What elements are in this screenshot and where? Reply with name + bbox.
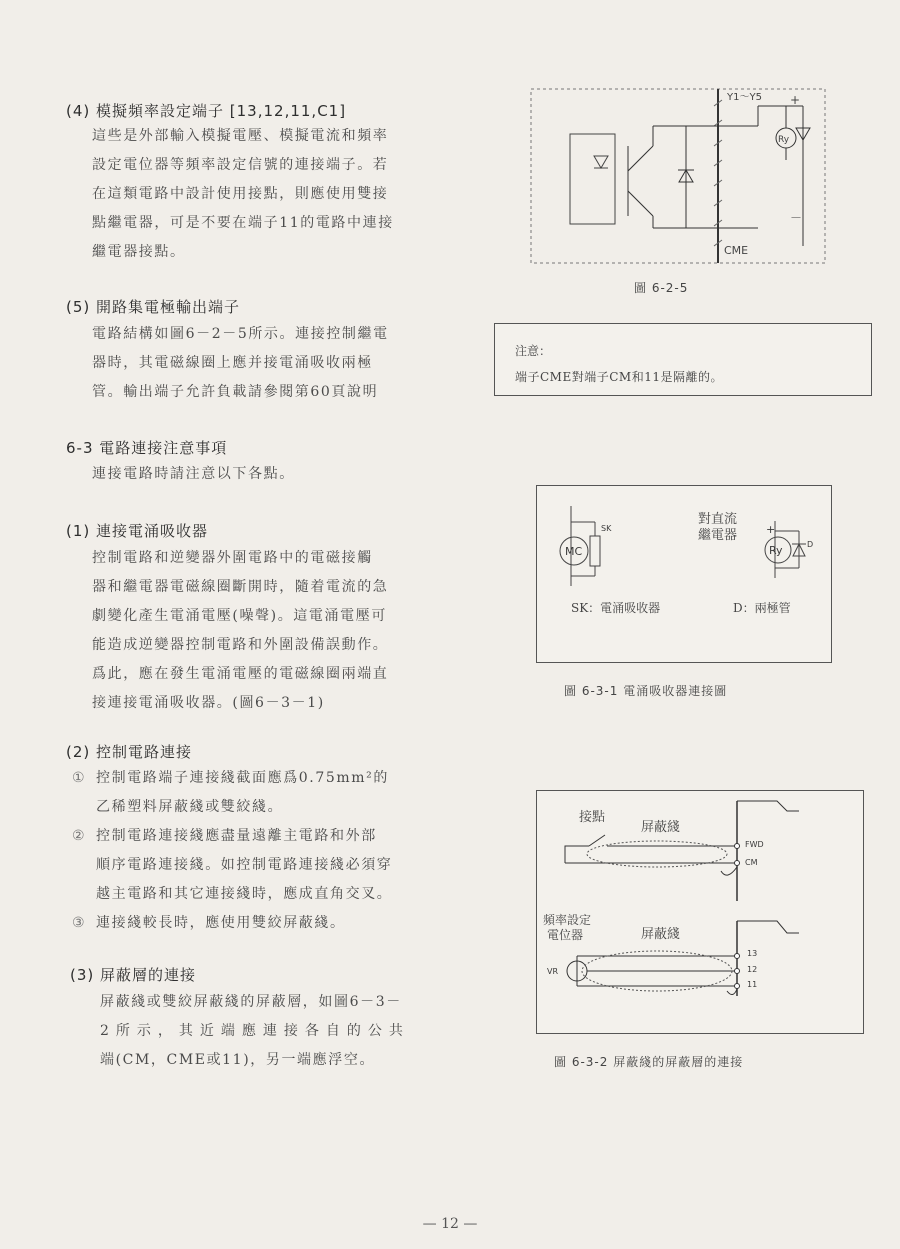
text-line: 接連接電涌吸收器。(圖6－3－1) <box>92 695 325 711</box>
note-text: 端子CME對端子CM和11是隔離的。 <box>515 370 723 384</box>
section-1-heading: (1) 連接電涌吸收器 <box>66 522 209 540</box>
section-3-heading: (3) 屏蔽層的連接 <box>70 966 197 984</box>
page-number: — 12 — <box>422 1216 478 1232</box>
note-title: 注意： <box>515 344 552 358</box>
text-line: 2所示，其近端應連接各自的公共 <box>100 1023 410 1039</box>
text-line: 越主電路和其它連接綫時，應成直角交叉。 <box>96 886 393 902</box>
text-line: 這些是外部輸入模擬電壓、模擬電流和頻率 <box>92 128 389 144</box>
text-line: 控制電路連接綫應盡量遠離主電路和外部 <box>96 828 377 844</box>
sk-label: SK <box>601 524 612 533</box>
text-line: 繼電器接點。 <box>92 244 186 260</box>
item-number: ③ <box>72 915 87 931</box>
section-4-heading: (4) 模擬頻率設定端子 [13,12,11,C1] <box>66 102 347 120</box>
text-line: 對直流 <box>698 512 738 527</box>
item-number: ① <box>72 770 87 786</box>
text-line: 劇變化產生電涌電壓(噪聲)。這電涌電壓可 <box>92 608 387 624</box>
surge-absorber-diagram <box>537 486 831 662</box>
freq-pot-label <box>543 913 591 943</box>
shield-wire-label-2: 屏蔽綫 <box>641 927 681 942</box>
cm-terminal-label: CM <box>745 858 758 867</box>
d-label: D <box>807 540 814 549</box>
dc-relay-label <box>698 512 737 544</box>
text-line: 在這類電路中設計使用接點，則應使用雙接 <box>92 186 389 202</box>
section-2-heading: (2) 控制電路連接 <box>66 743 193 761</box>
text-line: 器時，其電磁線圈上應并接電涌吸收兩極 <box>92 355 373 371</box>
section-3-body <box>100 988 460 1075</box>
text-line: 控制電路端子連接綫截面應爲0.75mm²的 <box>96 770 389 786</box>
legend-d: D：兩極管 <box>733 601 791 615</box>
terminal-cme-label: CME <box>724 244 749 257</box>
text-line: 乙稀塑料屏蔽綫或雙絞綫。 <box>96 799 284 815</box>
list-item <box>72 909 457 938</box>
section-2-list <box>72 764 457 938</box>
text-line: 端(CM，CME或11)，另一端應浮空。 <box>100 1052 376 1068</box>
list-item <box>72 764 457 822</box>
minus-sign: － <box>790 211 803 225</box>
plus-sign: + <box>790 93 801 107</box>
list-item <box>72 822 457 909</box>
text-line: 繼電器 <box>698 528 738 543</box>
figure-6-2-5-diagram <box>528 86 828 266</box>
text-line: 順序電路連接綫。如控制電路連接綫必須穿 <box>96 857 393 873</box>
text-line: 電路結構如圖6－2－5所示。連接控制繼電 <box>92 326 389 342</box>
figure-6-3-1-box <box>536 485 832 663</box>
section-6-3-heading: 6-3 電路連接注意事項 <box>66 439 228 457</box>
terminal-11-label: 11 <box>747 980 758 989</box>
section-6-3-intro: 連接電路時請注意以下各點。 <box>92 466 295 482</box>
terminal-12-label: 12 <box>747 965 758 974</box>
plus-sign: + <box>766 523 776 536</box>
contact-label: 接點 <box>579 810 606 825</box>
fwd-terminal-label: FWD <box>745 840 764 849</box>
figure-6-3-1-caption: 圖 6-3-1 電涌吸收器連接圖 <box>564 684 728 698</box>
figure-6-3-2-box <box>536 790 864 1034</box>
shield-connection-diagram <box>537 791 863 1033</box>
text-line: 連接綫較長時，應使用雙絞屏蔽綫。 <box>96 915 346 931</box>
item-number: ② <box>72 828 87 844</box>
text-line: 管。輸出端子允許負載請參閱第60頁說明 <box>92 384 379 400</box>
section-4-body <box>92 122 452 267</box>
terminal-13-label: 13 <box>747 949 758 958</box>
text-line: 器和繼電器電磁線圈斷開時，隨着電流的急 <box>92 579 389 595</box>
section-5-body <box>92 320 452 407</box>
text-line: 控制電路和逆變器外圍電路中的電磁接觸 <box>92 550 373 566</box>
legend-sk: SK：電涌吸收器 <box>571 601 661 615</box>
figure-6-3-2-caption: 圖 6-3-2 屏蔽綫的屏蔽層的連接 <box>554 1055 744 1069</box>
text-line: 屏蔽綫或雙絞屏蔽綫的屏蔽層，如圖6－3－ <box>100 994 402 1010</box>
text-line: 頻率設定 <box>543 913 592 927</box>
text-line: 設定電位器等頻率設定信號的連接端子。若 <box>92 157 389 173</box>
text-line: 電位器 <box>547 928 584 942</box>
section-1-body <box>92 544 457 718</box>
shield-wire-label: 屏蔽綫 <box>641 820 681 835</box>
ry-label: Ry <box>769 544 783 557</box>
text-line: 點繼電器，可是不要在端子11的電路中連接 <box>92 215 394 231</box>
figure-6-2-5-caption: 圖 6-2-5 <box>634 281 689 295</box>
text-line: 能造成逆變器控制電路和外圍設備誤動作。 <box>92 637 389 653</box>
vr-label: VR <box>547 967 559 976</box>
terminal-y1-y5-label: Y1～Y5 <box>727 92 762 103</box>
note-box <box>494 323 872 396</box>
relay-label: Ry <box>778 135 790 145</box>
mc-label: MC <box>565 545 583 558</box>
section-5-heading: (5) 開路集電極輸出端子 <box>66 298 241 316</box>
text-line: 爲此，應在發生電涌電壓的電磁線圈兩端直 <box>92 666 389 682</box>
